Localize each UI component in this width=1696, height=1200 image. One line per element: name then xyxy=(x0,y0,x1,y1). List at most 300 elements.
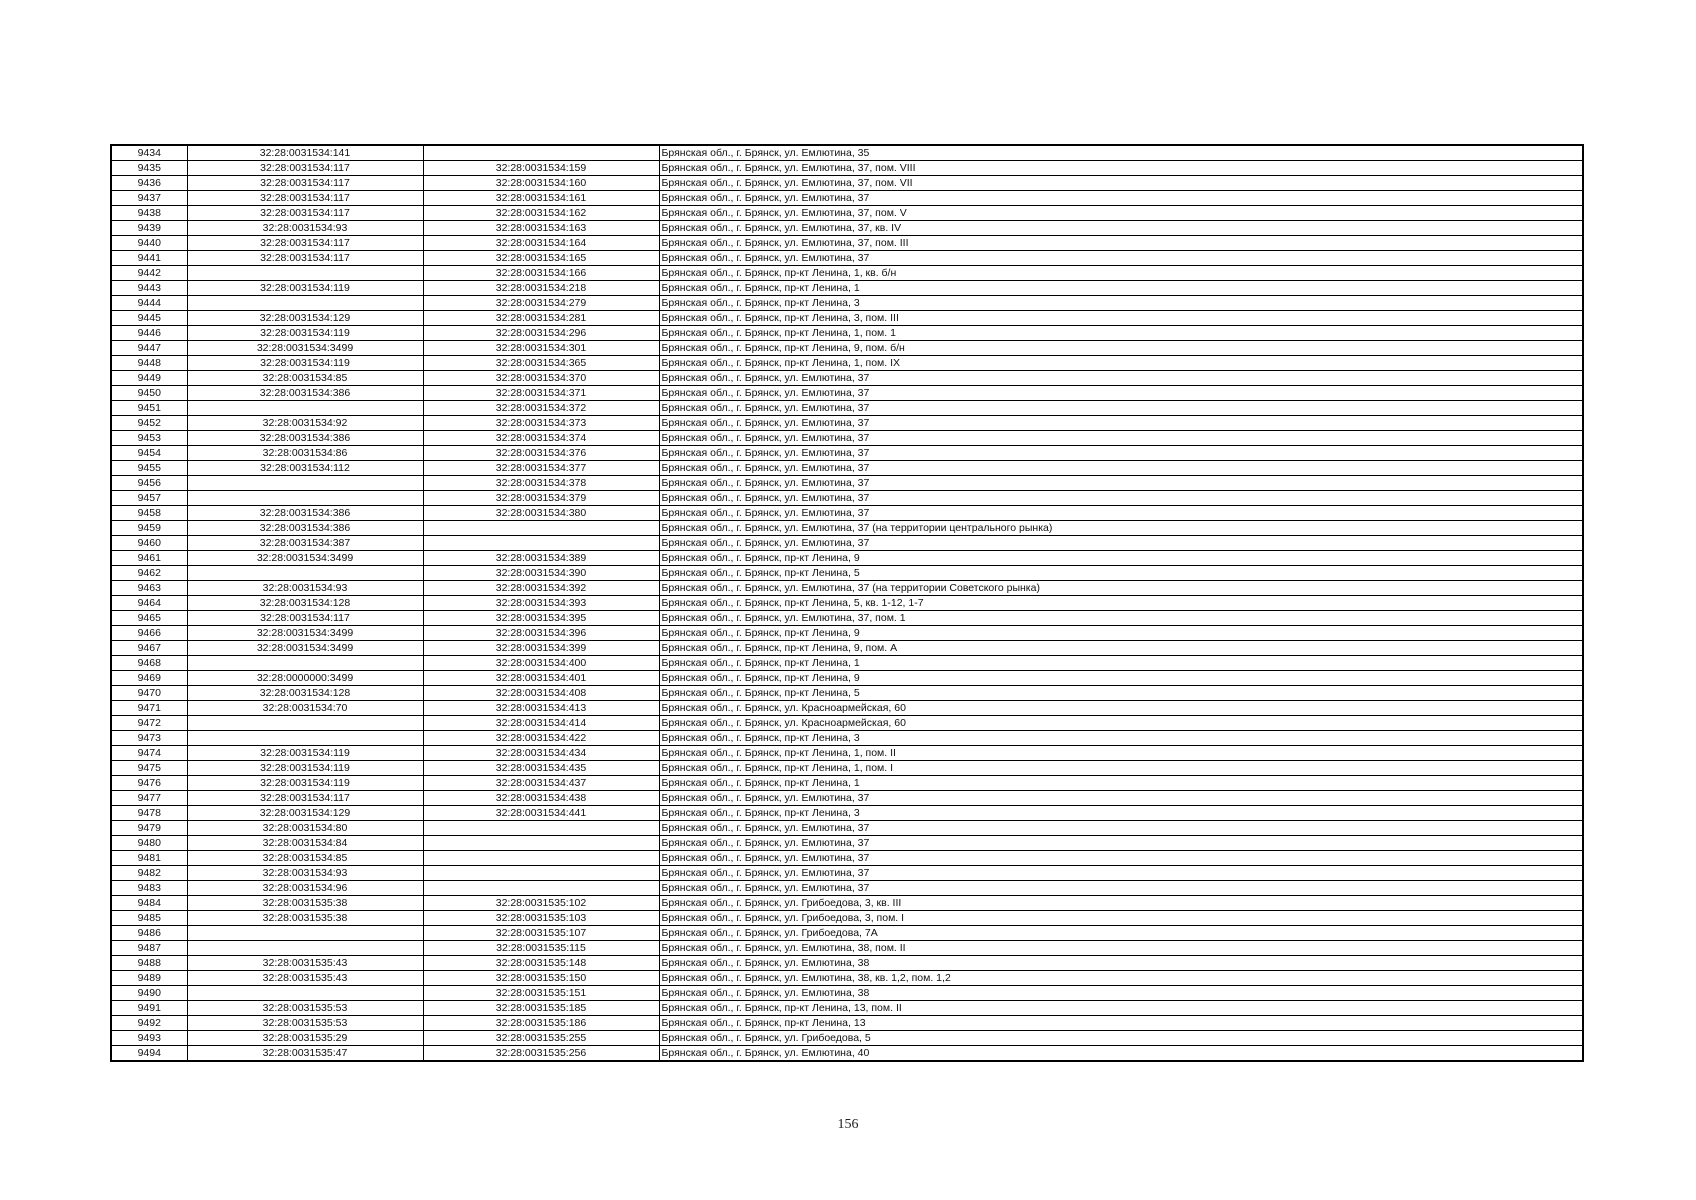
object-number-cell: 32:28:0031534:399 xyxy=(423,641,659,656)
parcel-number-cell xyxy=(187,926,423,941)
table-row xyxy=(111,1046,1583,1062)
parcel-number-cell: 32:28:0031534:129 xyxy=(187,311,423,326)
table-row xyxy=(111,941,1583,956)
row-number-cell: 9443 xyxy=(111,281,187,296)
parcel-number-cell: 32:28:0031534:119 xyxy=(187,281,423,296)
address-cell: Брянская обл., г. Брянск, пр-кт Ленина, 1, пом. IX xyxy=(659,356,1583,371)
table-row xyxy=(111,221,1583,236)
parcel-number-cell: 32:28:0031534:119 xyxy=(187,356,423,371)
parcel-number-cell: 32:28:0031535:29 xyxy=(187,1031,423,1046)
row-number-cell: 9439 xyxy=(111,221,187,236)
row-number-cell: 9471 xyxy=(111,701,187,716)
object-number-cell: 32:28:0031534:434 xyxy=(423,746,659,761)
object-number-cell: 32:28:0031534:435 xyxy=(423,761,659,776)
address-cell: Брянская обл., г. Брянск, ул. Емлютина, 37 xyxy=(659,881,1583,896)
address-cell: Брянская обл., г. Брянск, ул. Емлютина, 38 xyxy=(659,956,1583,971)
object-number-cell: 32:28:0031535:148 xyxy=(423,956,659,971)
address-cell: Брянская обл., г. Брянск, ул. Емлютина, 37 xyxy=(659,371,1583,386)
table-row xyxy=(111,896,1583,911)
parcel-number-cell xyxy=(187,401,423,416)
table-row xyxy=(111,656,1583,671)
object-number-cell xyxy=(423,145,659,161)
object-number-cell: 32:28:0031534:400 xyxy=(423,656,659,671)
parcel-number-cell: 32:28:0031534:117 xyxy=(187,161,423,176)
parcel-number-cell xyxy=(187,986,423,1001)
address-cell: Брянская обл., г. Брянск, пр-кт Ленина, 1 xyxy=(659,776,1583,791)
object-number-cell: 32:28:0031534:372 xyxy=(423,401,659,416)
address-cell: Брянская обл., г. Брянск, ул. Емлютина, 37 xyxy=(659,251,1583,266)
address-cell: Брянская обл., г. Брянск, ул. Емлютина, 37, пом. V xyxy=(659,206,1583,221)
row-number-cell: 9493 xyxy=(111,1031,187,1046)
object-number-cell: 32:28:0031534:414 xyxy=(423,716,659,731)
row-number-cell: 9456 xyxy=(111,476,187,491)
object-number-cell: 32:28:0031534:159 xyxy=(423,161,659,176)
parcel-number-cell: 32:28:0031534:112 xyxy=(187,461,423,476)
parcel-number-cell: 32:28:0031534:3499 xyxy=(187,641,423,656)
address-cell: Брянская обл., г. Брянск, ул. Емлютина, 37 xyxy=(659,506,1583,521)
parcel-number-cell: 32:28:0031534:85 xyxy=(187,371,423,386)
table-row xyxy=(111,956,1583,971)
address-cell: Брянская обл., г. Брянск, пр-кт Ленина, 1, кв. б/н xyxy=(659,266,1583,281)
parcel-number-cell: 32:28:0031534:117 xyxy=(187,251,423,266)
object-number-cell: 32:28:0031535:107 xyxy=(423,926,659,941)
address-cell: Брянская обл., г. Брянск, ул. Емлютина, 37 xyxy=(659,386,1583,401)
row-number-cell: 9487 xyxy=(111,941,187,956)
row-number-cell: 9465 xyxy=(111,611,187,626)
object-number-cell: 32:28:0031534:378 xyxy=(423,476,659,491)
address-cell: Брянская обл., г. Брянск, ул. Емлютина, 38, пом. II xyxy=(659,941,1583,956)
address-cell: Брянская обл., г. Брянск, пр-кт Ленина, 1, пом. II xyxy=(659,746,1583,761)
row-number-cell: 9481 xyxy=(111,851,187,866)
address-cell: Брянская обл., г. Брянск, ул. Емлютина, 37 xyxy=(659,491,1583,506)
object-number-cell: 32:28:0031535:256 xyxy=(423,1046,659,1062)
table-row xyxy=(111,746,1583,761)
parcel-number-cell: 32:28:0031534:3499 xyxy=(187,626,423,641)
row-number-cell: 9450 xyxy=(111,386,187,401)
object-number-cell: 32:28:0031534:401 xyxy=(423,671,659,686)
row-number-cell: 9457 xyxy=(111,491,187,506)
parcel-number-cell: 32:28:0031534:386 xyxy=(187,506,423,521)
object-number-cell: 32:28:0031534:390 xyxy=(423,566,659,581)
object-number-cell xyxy=(423,521,659,536)
parcel-number-cell: 32:28:0031534:128 xyxy=(187,596,423,611)
object-number-cell: 32:28:0031534:296 xyxy=(423,326,659,341)
object-number-cell: 32:28:0031534:392 xyxy=(423,581,659,596)
table-row xyxy=(111,431,1583,446)
row-number-cell: 9440 xyxy=(111,236,187,251)
parcel-number-cell xyxy=(187,476,423,491)
object-number-cell: 32:28:0031534:371 xyxy=(423,386,659,401)
address-cell: Брянская обл., г. Брянск, пр-кт Ленина, 9 xyxy=(659,626,1583,641)
row-number-cell: 9486 xyxy=(111,926,187,941)
object-number-cell: 32:28:0031534:164 xyxy=(423,236,659,251)
row-number-cell: 9447 xyxy=(111,341,187,356)
address-cell: Брянская обл., г. Брянск, ул. Емлютина, 37 xyxy=(659,401,1583,416)
object-number-cell: 32:28:0031534:161 xyxy=(423,191,659,206)
parcel-number-cell: 32:28:0031534:119 xyxy=(187,326,423,341)
parcel-number-cell: 32:28:0031534:85 xyxy=(187,851,423,866)
address-cell: Брянская обл., г. Брянск, ул. Красноармейская, 60 xyxy=(659,716,1583,731)
table-row xyxy=(111,236,1583,251)
parcel-number-cell: 32:28:0031534:86 xyxy=(187,446,423,461)
table-row xyxy=(111,551,1583,566)
row-number-cell: 9460 xyxy=(111,536,187,551)
parcel-number-cell: 32:28:0031534:386 xyxy=(187,431,423,446)
address-cell: Брянская обл., г. Брянск, ул. Емлютина, 37 xyxy=(659,446,1583,461)
parcel-number-cell xyxy=(187,491,423,506)
table-row xyxy=(111,686,1583,701)
parcel-number-cell: 32:28:0031534:117 xyxy=(187,611,423,626)
row-number-cell: 9461 xyxy=(111,551,187,566)
table-row xyxy=(111,731,1583,746)
object-number-cell: 32:28:0031534:218 xyxy=(423,281,659,296)
table-row xyxy=(111,446,1583,461)
object-number-cell: 32:28:0031534:376 xyxy=(423,446,659,461)
registry-table-body xyxy=(111,145,1583,1061)
address-cell: Брянская обл., г. Брянск, ул. Грибоедова, 3, пом. I xyxy=(659,911,1583,926)
object-number-cell: 32:28:0031534:279 xyxy=(423,296,659,311)
table-row xyxy=(111,836,1583,851)
row-number-cell: 9476 xyxy=(111,776,187,791)
object-number-cell: 32:28:0031534:395 xyxy=(423,611,659,626)
address-cell: Брянская обл., г. Брянск, пр-кт Ленина, 9 xyxy=(659,671,1583,686)
table-row xyxy=(111,1031,1583,1046)
address-cell: Брянская обл., г. Брянск, пр-кт Ленина, 13, пом. II xyxy=(659,1001,1583,1016)
object-number-cell: 32:28:0031534:373 xyxy=(423,416,659,431)
parcel-number-cell: 32:28:0000000:3499 xyxy=(187,671,423,686)
object-number-cell: 32:28:0031534:160 xyxy=(423,176,659,191)
table-row xyxy=(111,791,1583,806)
address-cell: Брянская обл., г. Брянск, пр-кт Ленина, 1, пом. I xyxy=(659,761,1583,776)
parcel-number-cell: 32:28:0031534:92 xyxy=(187,416,423,431)
address-cell: Брянская обл., г. Брянск, ул. Емлютина, 37 xyxy=(659,821,1583,836)
row-number-cell: 9464 xyxy=(111,596,187,611)
address-cell: Брянская обл., г. Брянск, ул. Емлютина, 37 (на территории Советского рынка) xyxy=(659,581,1583,596)
table-row xyxy=(111,671,1583,686)
object-number-cell xyxy=(423,881,659,896)
parcel-number-cell xyxy=(187,716,423,731)
address-cell: Брянская обл., г. Брянск, ул. Емлютина, 37, пом. 1 xyxy=(659,611,1583,626)
parcel-number-cell: 32:28:0031535:43 xyxy=(187,971,423,986)
table-row xyxy=(111,371,1583,386)
parcel-number-cell: 32:28:0031534:119 xyxy=(187,761,423,776)
table-row xyxy=(111,476,1583,491)
address-cell: Брянская обл., г. Брянск, пр-кт Ленина, 3 xyxy=(659,731,1583,746)
table-row xyxy=(111,506,1583,521)
row-number-cell: 9451 xyxy=(111,401,187,416)
object-number-cell: 32:28:0031534:422 xyxy=(423,731,659,746)
table-row xyxy=(111,536,1583,551)
address-cell: Брянская обл., г. Брянск, ул. Емлютина, 37 xyxy=(659,476,1583,491)
row-number-cell: 9488 xyxy=(111,956,187,971)
object-number-cell: 32:28:0031534:374 xyxy=(423,431,659,446)
address-cell: Брянская обл., г. Брянск, пр-кт Ленина, 1 xyxy=(659,281,1583,296)
table-row xyxy=(111,1016,1583,1031)
row-number-cell: 9490 xyxy=(111,986,187,1001)
object-number-cell: 32:28:0031534:365 xyxy=(423,356,659,371)
object-number-cell xyxy=(423,536,659,551)
parcel-number-cell: 32:28:0031534:93 xyxy=(187,866,423,881)
object-number-cell: 32:28:0031534:301 xyxy=(423,341,659,356)
table-row xyxy=(111,611,1583,626)
row-number-cell: 9467 xyxy=(111,641,187,656)
table-row xyxy=(111,986,1583,1001)
table-row xyxy=(111,1001,1583,1016)
parcel-number-cell: 32:28:0031534:117 xyxy=(187,206,423,221)
table-row xyxy=(111,311,1583,326)
address-cell: Брянская обл., г. Брянск, пр-кт Ленина, 9, пом. б/н xyxy=(659,341,1583,356)
address-cell: Брянская обл., г. Брянск, ул. Емлютина, 37 xyxy=(659,416,1583,431)
address-cell: Брянская обл., г. Брянск, ул. Емлютина, 37, пом. III xyxy=(659,236,1583,251)
page-number: 156 xyxy=(837,1117,859,1132)
row-number-cell: 9491 xyxy=(111,1001,187,1016)
object-number-cell: 32:28:0031534:389 xyxy=(423,551,659,566)
row-number-cell: 9470 xyxy=(111,686,187,701)
parcel-number-cell: 32:28:0031534:117 xyxy=(187,236,423,251)
table-row xyxy=(111,866,1583,881)
table-row xyxy=(111,881,1583,896)
table-row xyxy=(111,266,1583,281)
row-number-cell: 9473 xyxy=(111,731,187,746)
parcel-number-cell: 32:28:0031535:43 xyxy=(187,956,423,971)
row-number-cell: 9436 xyxy=(111,176,187,191)
address-cell: Брянская обл., г. Брянск, пр-кт Ленина, 3, пом. III xyxy=(659,311,1583,326)
table-row xyxy=(111,491,1583,506)
object-number-cell xyxy=(423,821,659,836)
table-row xyxy=(111,716,1583,731)
row-number-cell: 9446 xyxy=(111,326,187,341)
parcel-number-cell: 32:28:0031535:38 xyxy=(187,911,423,926)
object-number-cell: 32:28:0031535:186 xyxy=(423,1016,659,1031)
parcel-number-cell xyxy=(187,656,423,671)
parcel-number-cell: 32:28:0031534:84 xyxy=(187,836,423,851)
table-row xyxy=(111,521,1583,536)
table-row xyxy=(111,641,1583,656)
row-number-cell: 9435 xyxy=(111,161,187,176)
address-cell: Брянская обл., г. Брянск, ул. Емлютина, 37 xyxy=(659,851,1583,866)
address-cell: Брянская обл., г. Брянск, ул. Грибоедова, 5 xyxy=(659,1031,1583,1046)
parcel-number-cell: 32:28:0031534:128 xyxy=(187,686,423,701)
object-number-cell: 32:28:0031535:103 xyxy=(423,911,659,926)
object-number-cell: 32:28:0031535:185 xyxy=(423,1001,659,1016)
registry-table xyxy=(110,144,1584,1062)
address-cell: Брянская обл., г. Брянск, пр-кт Ленина, 9, пом. А xyxy=(659,641,1583,656)
address-cell: Брянская обл., г. Брянск, пр-кт Ленина, 1, пом. 1 xyxy=(659,326,1583,341)
address-cell: Брянская обл., г. Брянск, ул. Грибоедова, 3, кв. III xyxy=(659,896,1583,911)
parcel-number-cell xyxy=(187,566,423,581)
table-row xyxy=(111,581,1583,596)
object-number-cell: 32:28:0031534:166 xyxy=(423,266,659,281)
row-number-cell: 9492 xyxy=(111,1016,187,1031)
object-number-cell xyxy=(423,866,659,881)
parcel-number-cell: 32:28:0031534:117 xyxy=(187,791,423,806)
address-cell: Брянская обл., г. Брянск, ул. Емлютина, 37, кв. IV xyxy=(659,221,1583,236)
table-row xyxy=(111,386,1583,401)
parcel-number-cell: 32:28:0031534:117 xyxy=(187,176,423,191)
row-number-cell: 9444 xyxy=(111,296,187,311)
address-cell: Брянская обл., г. Брянск, ул. Емлютина, 37 xyxy=(659,536,1583,551)
address-cell: Брянская обл., г. Брянск, ул. Емлютина, 37 xyxy=(659,431,1583,446)
object-number-cell: 32:28:0031534:380 xyxy=(423,506,659,521)
address-cell: Брянская обл., г. Брянск, пр-кт Ленина, 9 xyxy=(659,551,1583,566)
object-number-cell: 32:28:0031534:441 xyxy=(423,806,659,821)
row-number-cell: 9466 xyxy=(111,626,187,641)
object-number-cell: 32:28:0031534:163 xyxy=(423,221,659,236)
parcel-number-cell: 32:28:0031534:119 xyxy=(187,746,423,761)
parcel-number-cell: 32:28:0031534:129 xyxy=(187,806,423,821)
row-number-cell: 9482 xyxy=(111,866,187,881)
address-cell: Брянская обл., г. Брянск, ул. Грибоедова, 7А xyxy=(659,926,1583,941)
row-number-cell: 9448 xyxy=(111,356,187,371)
row-number-cell: 9472 xyxy=(111,716,187,731)
parcel-number-cell xyxy=(187,296,423,311)
table-row xyxy=(111,281,1583,296)
table-row xyxy=(111,926,1583,941)
object-number-cell xyxy=(423,851,659,866)
table-row xyxy=(111,401,1583,416)
row-number-cell: 9452 xyxy=(111,416,187,431)
parcel-number-cell: 32:28:0031535:53 xyxy=(187,1016,423,1031)
row-number-cell: 9463 xyxy=(111,581,187,596)
row-number-cell: 9484 xyxy=(111,896,187,911)
row-number-cell: 9434 xyxy=(111,145,187,161)
row-number-cell: 9442 xyxy=(111,266,187,281)
parcel-number-cell xyxy=(187,731,423,746)
row-number-cell: 9485 xyxy=(111,911,187,926)
object-number-cell: 32:28:0031535:151 xyxy=(423,986,659,1001)
parcel-number-cell: 32:28:0031534:93 xyxy=(187,221,423,236)
parcel-number-cell: 32:28:0031534:117 xyxy=(187,191,423,206)
table-row xyxy=(111,416,1583,431)
table-row xyxy=(111,296,1583,311)
row-number-cell: 9469 xyxy=(111,671,187,686)
object-number-cell: 32:28:0031534:370 xyxy=(423,371,659,386)
address-cell: Брянская обл., г. Брянск, ул. Емлютина, 37 xyxy=(659,791,1583,806)
table-row xyxy=(111,761,1583,776)
table-row xyxy=(111,461,1583,476)
table-row xyxy=(111,176,1583,191)
row-number-cell: 9445 xyxy=(111,311,187,326)
table-row xyxy=(111,206,1583,221)
row-number-cell: 9438 xyxy=(111,206,187,221)
object-number-cell: 32:28:0031534:377 xyxy=(423,461,659,476)
table-row xyxy=(111,626,1583,641)
parcel-number-cell: 32:28:0031534:387 xyxy=(187,536,423,551)
row-number-cell: 9458 xyxy=(111,506,187,521)
row-number-cell: 9449 xyxy=(111,371,187,386)
address-cell: Брянская обл., г. Брянск, ул. Емлютина, 37 xyxy=(659,836,1583,851)
address-cell: Брянская обл., г. Брянск, пр-кт Ленина, 5, кв. 1-12, 1-7 xyxy=(659,596,1583,611)
row-number-cell: 9462 xyxy=(111,566,187,581)
parcel-number-cell xyxy=(187,941,423,956)
address-cell: Брянская обл., г. Брянск, ул. Емлютина, 37 (на территории центрального рынка) xyxy=(659,521,1583,536)
table-row xyxy=(111,776,1583,791)
table-row xyxy=(111,566,1583,581)
row-number-cell: 9441 xyxy=(111,251,187,266)
object-number-cell: 32:28:0031534:393 xyxy=(423,596,659,611)
row-number-cell: 9477 xyxy=(111,791,187,806)
object-number-cell: 32:28:0031534:165 xyxy=(423,251,659,266)
row-number-cell: 9479 xyxy=(111,821,187,836)
table-row xyxy=(111,326,1583,341)
table-row xyxy=(111,145,1583,161)
object-number-cell: 32:28:0031534:437 xyxy=(423,776,659,791)
row-number-cell: 9453 xyxy=(111,431,187,446)
table-row xyxy=(111,971,1583,986)
address-cell: Брянская обл., г. Брянск, ул. Емлютина, 38, кв. 1,2, пом. 1,2 xyxy=(659,971,1583,986)
parcel-number-cell: 32:28:0031534:386 xyxy=(187,386,423,401)
table-row xyxy=(111,191,1583,206)
row-number-cell: 9478 xyxy=(111,806,187,821)
object-number-cell: 32:28:0031534:379 xyxy=(423,491,659,506)
parcel-number-cell: 32:28:0031534:70 xyxy=(187,701,423,716)
table-row xyxy=(111,161,1583,176)
row-number-cell: 9437 xyxy=(111,191,187,206)
row-number-cell: 9475 xyxy=(111,761,187,776)
parcel-number-cell: 32:28:0031535:47 xyxy=(187,1046,423,1062)
row-number-cell: 9468 xyxy=(111,656,187,671)
address-cell: Брянская обл., г. Брянск, пр-кт Ленина, 5 xyxy=(659,566,1583,581)
row-number-cell: 9459 xyxy=(111,521,187,536)
row-number-cell: 9489 xyxy=(111,971,187,986)
table-row xyxy=(111,701,1583,716)
parcel-number-cell: 32:28:0031534:96 xyxy=(187,881,423,896)
parcel-number-cell: 32:28:0031534:3499 xyxy=(187,341,423,356)
address-cell: Брянская обл., г. Брянск, ул. Емлютина, 37 xyxy=(659,191,1583,206)
address-cell: Брянская обл., г. Брянск, пр-кт Ленина, 1 xyxy=(659,656,1583,671)
address-cell: Брянская обл., г. Брянск, пр-кт Ленина, 3 xyxy=(659,806,1583,821)
table-row xyxy=(111,821,1583,836)
object-number-cell: 32:28:0031534:413 xyxy=(423,701,659,716)
address-cell: Брянская обл., г. Брянск, ул. Емлютина, 37, пом. VII xyxy=(659,176,1583,191)
row-number-cell: 9454 xyxy=(111,446,187,461)
object-number-cell: 32:28:0031535:255 xyxy=(423,1031,659,1046)
address-cell: Брянская обл., г. Брянск, ул. Емлютина, 37 xyxy=(659,866,1583,881)
row-number-cell: 9480 xyxy=(111,836,187,851)
parcel-number-cell: 32:28:0031535:38 xyxy=(187,896,423,911)
table-row xyxy=(111,341,1583,356)
object-number-cell: 32:28:0031534:408 xyxy=(423,686,659,701)
address-cell: Брянская обл., г. Брянск, ул. Емлютина, 40 xyxy=(659,1046,1583,1062)
object-number-cell: 32:28:0031534:396 xyxy=(423,626,659,641)
row-number-cell: 9474 xyxy=(111,746,187,761)
parcel-number-cell: 32:28:0031534:3499 xyxy=(187,551,423,566)
object-number-cell: 32:28:0031535:150 xyxy=(423,971,659,986)
parcel-number-cell: 32:28:0031534:93 xyxy=(187,581,423,596)
parcel-number-cell: 32:28:0031535:53 xyxy=(187,1001,423,1016)
object-number-cell: 32:28:0031535:102 xyxy=(423,896,659,911)
address-cell: Брянская обл., г. Брянск, пр-кт Ленина, 13 xyxy=(659,1016,1583,1031)
object-number-cell: 32:28:0031534:162 xyxy=(423,206,659,221)
address-cell: Брянская обл., г. Брянск, пр-кт Ленина, 3 xyxy=(659,296,1583,311)
table-row xyxy=(111,356,1583,371)
table-row xyxy=(111,251,1583,266)
parcel-number-cell: 32:28:0031534:141 xyxy=(187,145,423,161)
address-cell: Брянская обл., г. Брянск, ул. Емлютина, 37 xyxy=(659,461,1583,476)
object-number-cell: 32:28:0031534:281 xyxy=(423,311,659,326)
parcel-number-cell: 32:28:0031534:386 xyxy=(187,521,423,536)
row-number-cell: 9494 xyxy=(111,1046,187,1062)
table-row xyxy=(111,806,1583,821)
parcel-number-cell xyxy=(187,266,423,281)
row-number-cell: 9455 xyxy=(111,461,187,476)
object-number-cell xyxy=(423,836,659,851)
row-number-cell: 9483 xyxy=(111,881,187,896)
address-cell: Брянская обл., г. Брянск, ул. Емлютина, 37, пом. VIII xyxy=(659,161,1583,176)
address-cell: Брянская обл., г. Брянск, ул. Емлютина, 38 xyxy=(659,986,1583,1001)
table-row xyxy=(111,596,1583,611)
parcel-number-cell: 32:28:0031534:119 xyxy=(187,776,423,791)
